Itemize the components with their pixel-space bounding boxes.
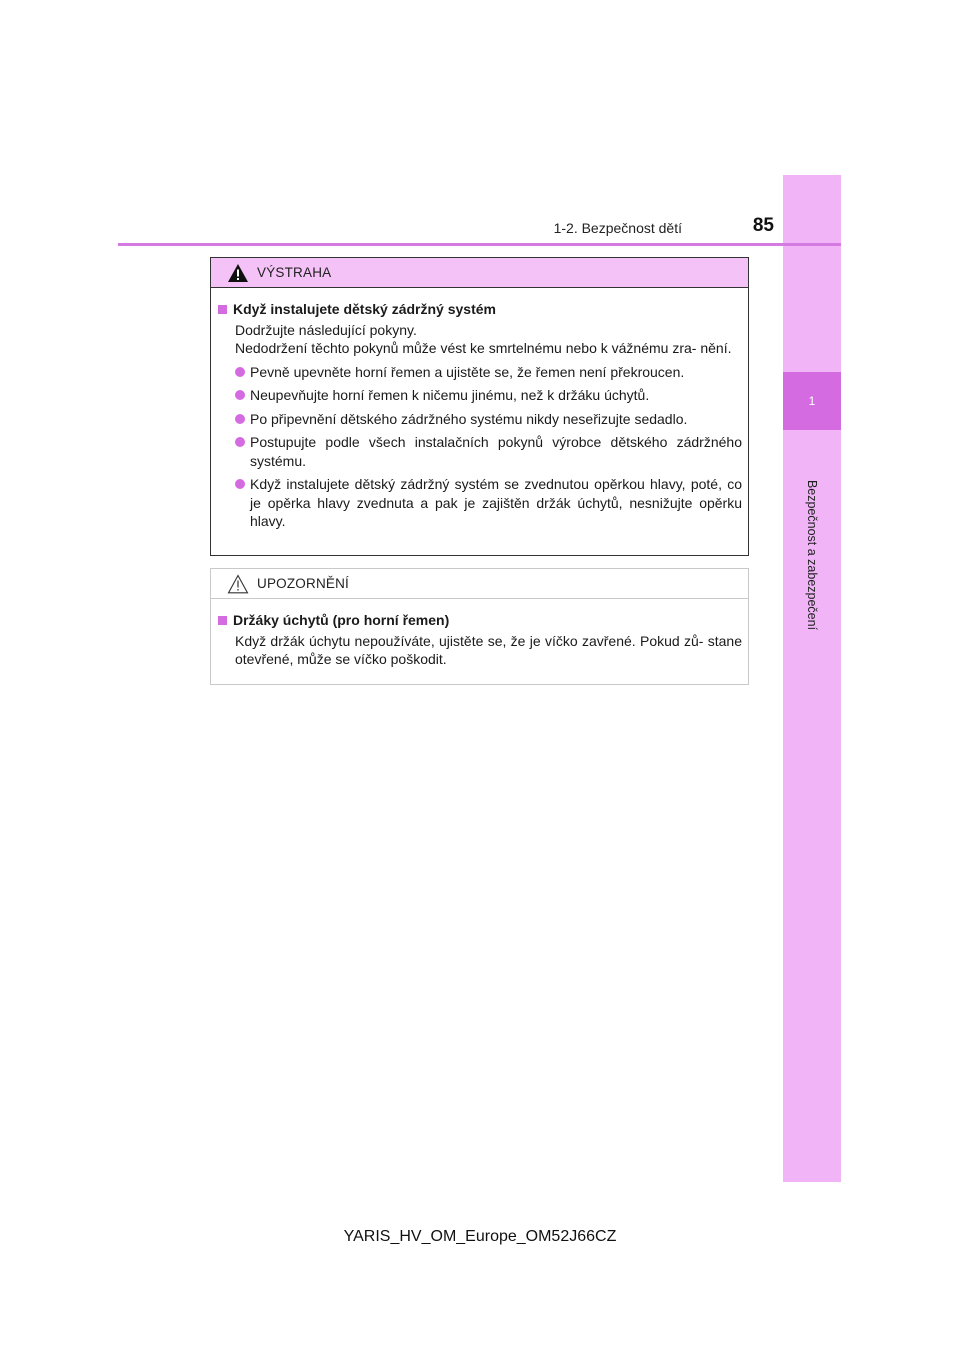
section-title: 1-2. Bezpečnost dětí <box>553 220 682 236</box>
chapter-number: 1 <box>783 372 841 430</box>
list-item: Když instalujete dětský zádržný systém se zvednutou opěrkou hlavy, poté, co je opěrka hlavy zvednuta a pak je zajištěn držák úchytů, nesnižujte opěrku hlavy. <box>218 475 742 531</box>
list-item: Po připevnění dětského zádržného systému nikdy neseřizujte sedadlo. <box>218 410 742 429</box>
page-number: 85 <box>752 215 774 236</box>
warning-label: VÝSTRAHA <box>257 265 332 280</box>
document-code: YARIS_HV_OM_Europe_OM52J66CZ <box>343 1228 617 1245</box>
warning-intro: Dodržujte následující pokyny. <box>235 321 417 338</box>
warning-bullet-list <box>218 363 742 531</box>
caution-text: Když držák úchytu nepoužíváte, ujistěte se, že je víčko zavřené. Pokud zů- stane otevřené, může se víčko poškodit. <box>235 632 742 667</box>
warning-box <box>210 257 749 556</box>
round-bullet-icon <box>235 390 245 400</box>
warning-heading <box>218 300 742 319</box>
list-item: Postupujte podle všech instalačních pokynů výrobce dětského zádržného systému. <box>218 433 742 470</box>
warning-heading-text: Když instalujete dětský zádržný systém <box>233 301 496 317</box>
caution-heading-text: Držáky úchytů (pro horní řemen) <box>233 612 450 628</box>
list-item: Neupevňujte horní řemen k ničemu jinému, než k držáku úchytů. <box>218 386 742 405</box>
round-bullet-icon <box>235 437 245 447</box>
chapter-title-vertical <box>783 465 841 645</box>
warning-header <box>211 258 748 288</box>
round-bullet-icon <box>235 367 245 377</box>
warning-triangle-outline-icon <box>227 574 249 594</box>
warning-triangle-filled-icon <box>227 263 249 283</box>
round-bullet-icon <box>235 479 245 489</box>
list-item: Pevně upevněte horní řemen a ujistěte se, že řemen není překroucen. <box>218 363 742 382</box>
caution-body <box>211 599 748 669</box>
chapter-side-tab <box>783 175 841 1182</box>
warning-body <box>211 288 748 531</box>
warning-consequence: Nedodržení těchto pokynů může vést ke smrtelnému nebo k vážnému zra- nění. <box>235 340 732 356</box>
square-bullet-icon <box>218 305 227 314</box>
chapter-title: Bezpečnost a zabezpečení <box>805 479 820 631</box>
caution-label: UPOZORNĚNÍ <box>257 576 350 591</box>
caution-box <box>210 568 749 685</box>
caution-heading <box>218 611 742 630</box>
header-rule <box>118 243 841 246</box>
square-bullet-icon <box>218 616 227 625</box>
caution-header <box>211 569 748 599</box>
round-bullet-icon <box>235 414 245 424</box>
